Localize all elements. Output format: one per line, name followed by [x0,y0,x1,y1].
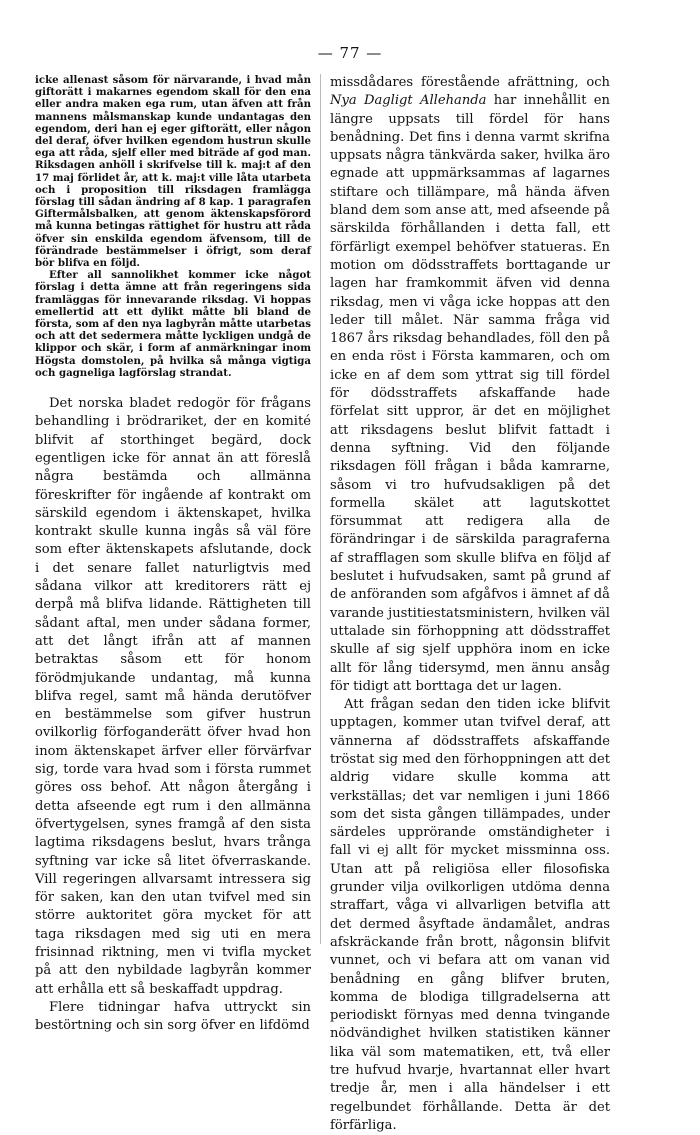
page-number: — 77 — [317,44,383,62]
right-paragraph-1 [330,74,610,696]
column-divider [320,74,321,944]
right-paragraph-1-start: missdådares förestående afrättning, och [330,75,610,90]
newspaper-name: Nya Dagligt Allehanda [330,93,487,109]
left-paragraph-1: Det norska bladet redogör för frågans behandling i brödrariket, der en komité blifvit af storthinget begärd, dock egentligen icke för annat än att föreslå några bestämda och allmänna föreskrifter för ingående af kontrakt om särskild egendom i äktenskapet, hvilka kontrakt skulle kunna ingås så väl före som efter äktenskapets afslutande, dock i det senare fallet naturligtvis med sådana vilkor att kreditorers rätt ej derpå må blifva lidande. Rättigheten till sådant aftal, men under sådana former, att det långt ifrån att af mannen betraktas såsom ett för honom förödmjukande undantag, må kunna blifva regel, samt må hända derutöfver en bestämmelse som gifver hustrun ovilkorlig förfoganderätt öfver hvad hon inom äktenskapet ärfver eller förvärfvar sig, torde vara hvad som i första rummet göres oss behof. Att någon återgång i detta afseende egt rum i den allmänna öfvertygelsen, synes framgå af den sista lagtima riksdagens beslut, hvars trånga syftning var icke så litet öfverraskande. Vill regeringen allvarsamt intressera sig för saken, kan den utan tvifvel med sin större auktoritet göra mycket för att taga riksdagen med sig uti en mera frisinnad riktning, men vi tvifla mycket på att den nybildade lagbyrån kommer att erhålla ett så beskaffadt uppdrag. [35,396,311,997]
small-paragraph-2: Efter all sannolikhet kommer icke något förslag i detta ämne att från regeringens sida framläggas för innevarande riksdag. Vi hoppas emellertid att ett dylikt måtte bli bland de första, som af den nya lagbyrån måtte utarbetas och att det sedermera måtte lyckligen undgå de klippor och skär, i form af anmärkningar inom Högsta domstolen, på hvilka så många vigtiga och gagneliga lagförslag strandat. [35,269,311,379]
right-column [330,74,610,1135]
small-paragraph-1: icke allenast såsom för närvarande, i hvad mån giftorätt i makarnes egendom skall för den ena eller andra maken ega rum, utan äfven att från mannens målsmanskap kunde undantagas den egendom, deri han ej eger giftorätt, eller någon del deraf, öfver hvilken egendom hustrun skulle ega att råda, sjelf eller med biträde af god man. Riksdagen anhöll i skrifvelse till k. maj:t af den 17 maj förlidet år, att k. maj:t ville låta utarbeta och i proposition till riksdagen framlägga förslag till sådan ändring af 8 kap. 1 paragrafen Giftermålsbalken, att genom äktenskapsförord må kunna betingas rättighet för hustru att råda öfver sin enskilda egendom äfvensom, till de förändrade bestämmelser i öfrigt, som deraf bör blifva en följd. [35,74,311,270]
body-section [35,395,311,1035]
left-paragraph-2: Flere tidningar hafva uttryckt sin bestörtning och sin sorg öfver en lifdömd [35,999,311,1034]
left-column [35,74,311,1035]
small-print-section [35,74,311,379]
right-paragraph-1-rest: har innehållit en längre uppsats till fördel för hans benådning. Det fins i denna varmt skrifna uppsats några tänkvärda saker, hvilka äro egnade att uppmärksammas af lagarnes stiftare och tillämpare, må hända äfven bland dem som anse att, med afseende på särskilda förhållanden i detta fall, ett förfärligt exempel behöfver statueras. En motion om dödsstraffets borttagande ur lagen har framkommit äfven vid denna riksdag, men vi våga icke hoppas att den leder till målet. När samma fråga vid 1867 års riksdag behandlades, föll den på en enda röst i Första kammaren, och om icke en af dem som yttrat sig till fördel för dödsstraffets afskaffande hade förfelat sitt uppror, är det en möjlighet att riksdagens beslut blifvit fattadt i denna syftning. Vid den följande riksdagen föll frågan i båda kamrarne, såsom vi tro hufvudsakligen på det formella skälet att lagutskottet försummat att redigera alla de förändringar i de särskilda paragraferna af strafflagen som skulle blifva en följd af beslutet i hufvudsaken, samt på grund af de anföranden som afgåfvos i ämnet af då varande justitiestatsministern, hvilken väl uttalade sin förhoppning att dödsstraffet skulle af sig sjelf upphöra inom en icke allt för lång tidersymd, men ännu ansåg för tidigt att borttaga det ur lagen. [330,93,610,694]
right-paragraph-2: Att frågan sedan den tiden icke blifvit upptagen, kommer utan tvifvel deraf, att vännerna af dödsstraffets afskaffande tröstat sig med den förhoppningen att det aldrig vidare skulle komma att verkställas; det var nemligen i juni 1866 som det sista gången tillämpades, under särdeles upprörande omständigheter i fall vi ej allt för mycket missminna oss. Utan att på religiösa eller filosofiska grunder vilja ovilkorligen utdöma denna straffart, våga vi allvarligen betvifla att det dermed åsyftade ändamålet, andras afskräckande från brott, någonsin blifvit vunnet, och vi befara att om vanan vid benådning en gång blifver bruten, komma de blodiga tillgradelserna att periodiskt förnyas med denna tvingande nödvändighet hvilken statistiken känner lika väl som matematiken, ett, två eller tre hufvud hvarje, hvartannat eller hvart tredje år, men i alla händelser i ett regelbundet förhållande. Detta är det förfärliga. [330,697,610,1133]
